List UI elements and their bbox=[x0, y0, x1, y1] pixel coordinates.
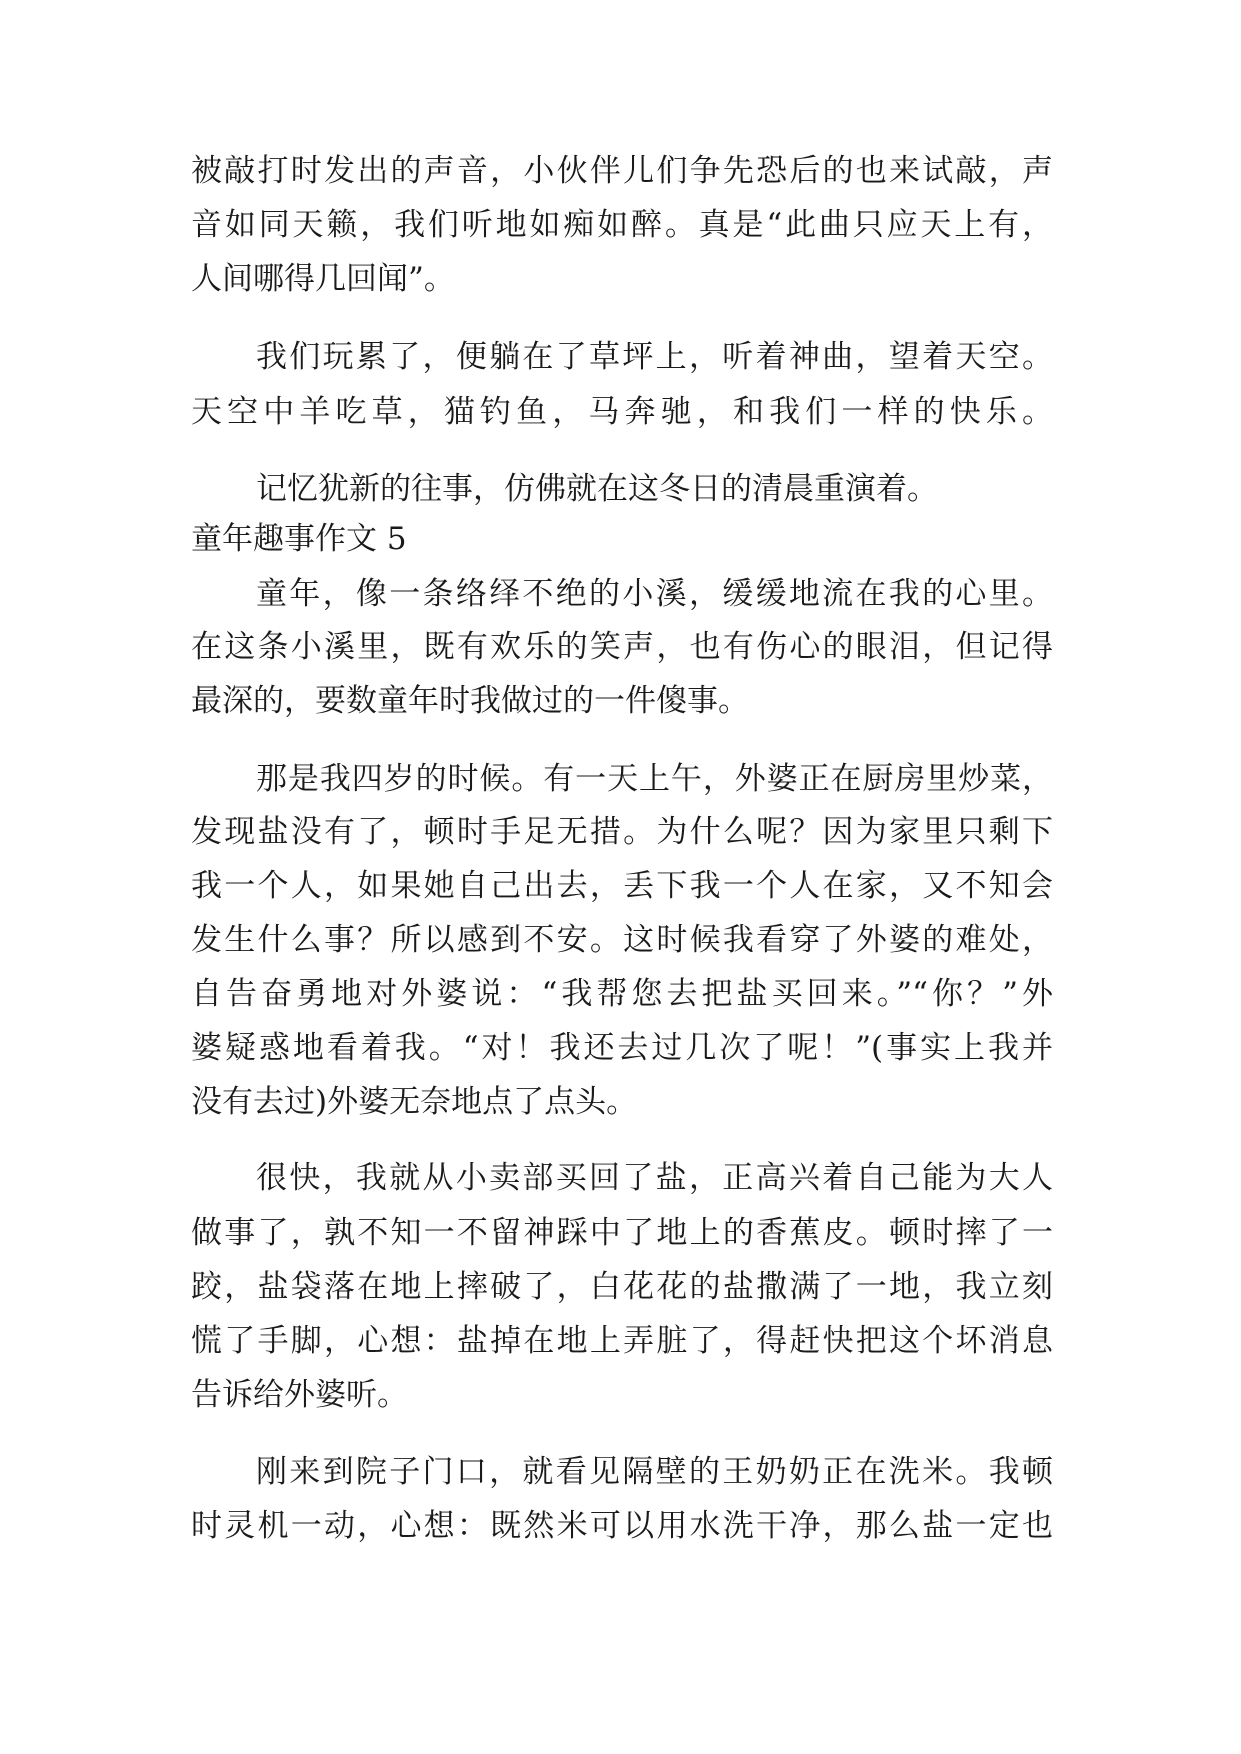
text-line: 做事了，孰不知一不留神踩中了地上的香蕉皮。顿时摔了一 bbox=[191, 1215, 1053, 1251]
paragraph-first-line: 记忆犹新的往事，仿佛就在这冬日的清晨重演着。 bbox=[256, 471, 938, 507]
section-heading: 童年趣事作文 5 bbox=[191, 521, 407, 557]
paragraph-first-line: 童年，像一条络绎不绝的小溪，缓缓地流在我的心里。 bbox=[256, 576, 1053, 612]
text-line: 跤，盐袋落在地上摔破了，白花花的盐撒满了一地，我立刻 bbox=[191, 1269, 1053, 1305]
text-line: 最深的，要数童年时我做过的一件傻事。 bbox=[191, 683, 749, 719]
text-line: 自告奋勇地对外婆说：“我帮您去把盐买回来。”“你？”外 bbox=[191, 976, 1053, 1012]
text-line: 告诉给外婆听。 bbox=[191, 1377, 408, 1413]
text-line: 婆疑惑地看着我。“对！我还去过几次了呢！”(事实上我并 bbox=[191, 1030, 1053, 1066]
text-line: 我一个人，如果她自己出去，丢下我一个人在家，又不知会 bbox=[191, 868, 1053, 904]
text-line: 没有去过)外婆无奈地点了点头。 bbox=[191, 1084, 638, 1120]
text-line: 被敲打时发出的声音，小伙伴儿们争先恐后的也来试敲，声 bbox=[191, 153, 1053, 189]
paragraph-first-line: 很快，我就从小卖部买回了盐，正高兴着自己能为大人 bbox=[256, 1160, 1053, 1196]
text-line: 人间哪得几回闻”。 bbox=[191, 261, 455, 297]
text-line: 时灵机一动，心想：既然米可以用水洗干净，那么盐一定也 bbox=[191, 1508, 1053, 1544]
text-line: 发生什么事？所以感到不安。这时候我看穿了外婆的难处， bbox=[191, 922, 1053, 958]
paragraph-first-line: 我们玩累了，便躺在了草坪上，听着神曲，望着天空。 bbox=[256, 339, 1053, 375]
paragraph-first-line: 那是我四岁的时候。有一天上午，外婆正在厨房里炒菜， bbox=[256, 761, 1053, 797]
text-line: 发现盐没有了，顿时手足无措。为什么呢？因为家里只剩下 bbox=[191, 814, 1053, 850]
paragraph-first-line: 刚来到院子门口，就看见隔壁的王奶奶正在洗米。我顿 bbox=[256, 1454, 1053, 1490]
text-line: 在这条小溪里，既有欢乐的笑声，也有伤心的眼泪，但记得 bbox=[191, 629, 1053, 665]
text-line: 天空中羊吃草，猫钓鱼，马奔驰，和我们一样的快乐。 bbox=[191, 394, 1053, 430]
text-line: 音如同天籁，我们听地如痴如醉。真是“此曲只应天上有， bbox=[191, 207, 1053, 243]
text-line: 慌了手脚，心想：盐掉在地上弄脏了，得赶快把这个坏消息 bbox=[191, 1323, 1053, 1359]
